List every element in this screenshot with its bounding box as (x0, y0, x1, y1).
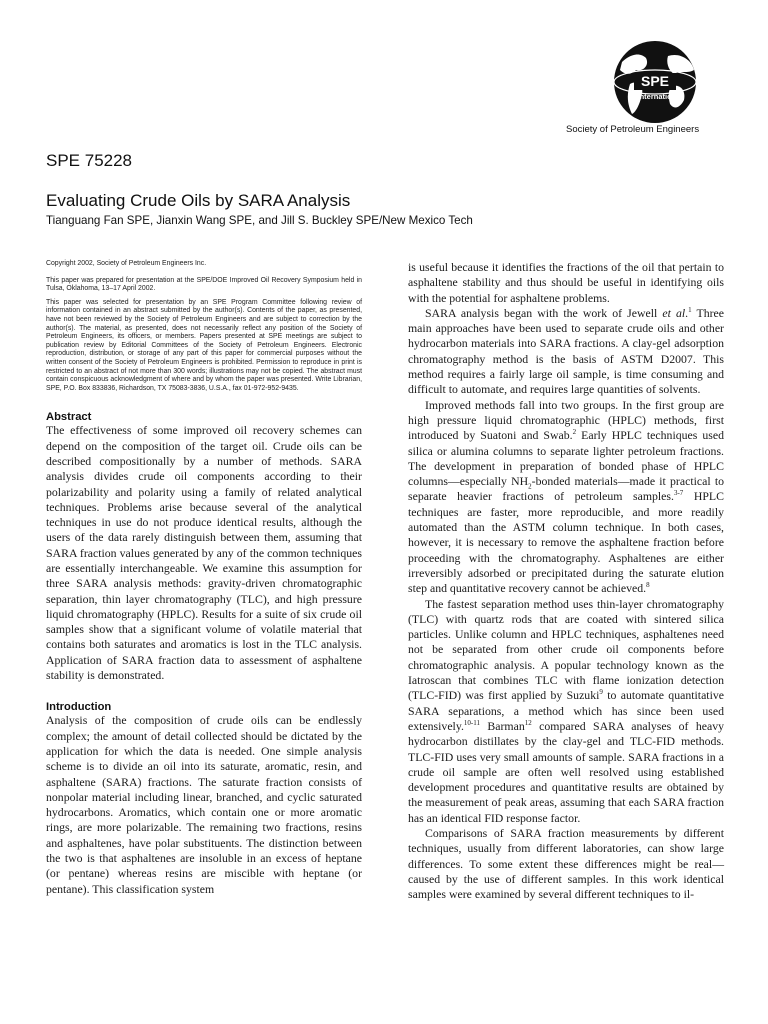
review-notice: This paper was selected for presentation by an SPE Program Committee following review of information contained in an abstract submitted by the author(s). Contents of the paper, as presented, have not been reviewed by the Society of Petroleum Engineers and are subject to correction by the author(s). The material, as presented, does not necessarily reflect any position of the Society of Petroleum Engineers, its officers, or members. Papers presented at SPE meetings are subject to publication review by Editorial Committees of the Society of Petroleum Engineers. Electronic reproduction, distribution, or storage of any part of this paper for commercial purposes without the written consent of the Society of Petroleum Engineers is prohibited. Permission to reproduce in print is restricted to an abstract of not more than 300 words; illustrations may not be copied. The abstract must contain conspicuous acknowledgment of where and by whom the paper was presented. Write Librarian, SPE, P.O. Box 833836, Richardson, TX 75083-3836, U.S.A., fax 01-972-952-9435. (46, 298, 362, 392)
symposium-notice: This paper was prepared for presentation at the SPE/DOE Improved Oil Recovery Symposium held in Tulsa, Oklahoma, 13–17 April 2002. (46, 276, 362, 293)
logo-caption: Society of Petroleum Engineers (566, 124, 700, 135)
intro-paragraph-2: SARA analysis began with the work of Jewell et al.$^1$ Three main approaches have been used to separate crude oils and other hydrocarbon materials into SARA fractions. A clay-gel adsorption chromatography method is the basis of ASTM D2007. This method requires a fairly large oil sample, is time consuming and difficult to automate, and requires large quantities of solvents. (408, 305, 724, 397)
authors: Tianguang Fan SPE, Jianxin Wang SPE, and Jill S. Buckley SPE/New Mexico Tech (46, 214, 473, 227)
intro-paragraph-3: Improved methods fall into two groups. In the first group are high pressure liquid chromatographic (HPLC) methods, first introduced by Suatoni and Swab.$^2$ Early HPLC techniques used silica or alumina columns to separate lighter petroleum fractions. The development in preparation of bonded phase of HPLC columns—especially $NH_2$-bonded materials—made it practical to separate heavier fractions of petroleum samples.$^{3-7}$ HPLC techniques are faster, more reproducible, and more readily automated than the ASTM column technique. In both cases, however, it is necessary to remove the asphaltene fraction before proceeding with the chromatography. Asphaltenes are either irreversibly adsorbed or precipitated during the saturate elution step and quantitative recovery cannot be achieved.$^8$ (408, 397, 724, 596)
intro-paragraph-5: Comparisons of SARA fraction measurements by different techniques, usually from different laboratories, can show large differences. To some extent these differences might be real—caused by the use of different samples. In this work identical samples were examined by several different techniques to il- (408, 825, 724, 902)
abstract-heading: Abstract (46, 411, 92, 424)
intro-paragraph-1: Analysis of the composition of crude oils can be endlessly complex; the amount of detail collected should be dictated by the application for which the data is needed. One simple analysis scheme is to divide an oil into its saturate, aromatic, resin, and asphaltene (SARA) fractions. The saturate fraction consists of nonpolar material including linear, branched, and cyclic saturated hydrocarbons. Aromatics, which contain one or more aromatic rings, are more polarizable. The remaining two fractions, resins and asphaltenes, have polar substituents. The distinction between the two is that asphaltenes are insoluble in an excess of heptane (or pentane) whereas resins are miscible with heptane (or pentane). This classification system (46, 713, 362, 896)
logo-text: SPE (640, 73, 670, 89)
right-column (408, 260, 724, 902)
introduction-heading: Introduction (46, 701, 112, 714)
intro-paragraph-1-continued: is useful because it identifies the fractions of the oil that pertain to asphaltene stability and thus should be useful in identifying oils with the potential for asphaltene problems. (408, 260, 724, 305)
citation: 12 (524, 718, 532, 727)
citation: 2 (572, 428, 577, 437)
paper-title: Evaluating Crude Oils by SARA Analysis (46, 191, 351, 210)
citation: 10-11 (463, 718, 480, 727)
paper-number: SPE 75228 (46, 151, 133, 170)
citation: 1 (688, 305, 692, 314)
copyright-notice: Copyright 2002, Society of Petroleum Engineers Inc. (46, 260, 207, 267)
citation: 8 (646, 581, 650, 590)
abstract-text: The effectiveness of some improved oil recovery schemes can depend on the composition of the target oil. Crude oils can be described compositionally by a number of methods. SARA analysis divides crude oil components according to their polarizability and polarity using a family of related analytical techniques. Problems arise because several of the analytical techniques in use do not produce identical results, although the users of the data rarely distinguish between them, assuming that SARA fraction values generated by any of the common techniques are essentially interchangeable. We examine this assumption for three SARA analysis methods: gravity-driven chromatographic separation, thin layer chromatography (TLC), and high pressure liquid chromatography (HPLC). Results for a suite of six crude oil samples show that a significant volume of volatile material that contains both saturates and aromatics is lost in the TLC analysis. Application of SARA fraction data to assessment of asphaltene stability is demonstrated. (46, 423, 362, 683)
logo-subtext: International (637, 92, 683, 101)
citation: 9 (599, 688, 603, 697)
intro-paragraph-4: The fastest separation method uses thin-layer chromatography (TLC) with quartz rods that are coated with sintered silica particles. Unlike column and HPLC techniques, asphaltenes need not be separated from other crude oil components before chromatographic analysis. A popular technology known as the Iatroscan that combines TLC with flame ionization detection (TLC-FID) was first applied by Suzuki$^9$ to automate quantitative SARA separations, a method which has since been used extensively.$^{10-11}$ Barman$^{12}$ compared SARA analyses of heavy hydrocarbon distillates by the clay-gel and TLC-FID methods. TLC-FID uses very small amounts of sample. SARA fractions in a crude oil sample are often well resolved using established development procedures and quantitative results are obtained by the measurement of peak areas, assuming that each SARA fraction has an identical FID response factor. (408, 596, 725, 825)
citation: 3-7 (673, 489, 684, 498)
left-column (46, 260, 362, 897)
